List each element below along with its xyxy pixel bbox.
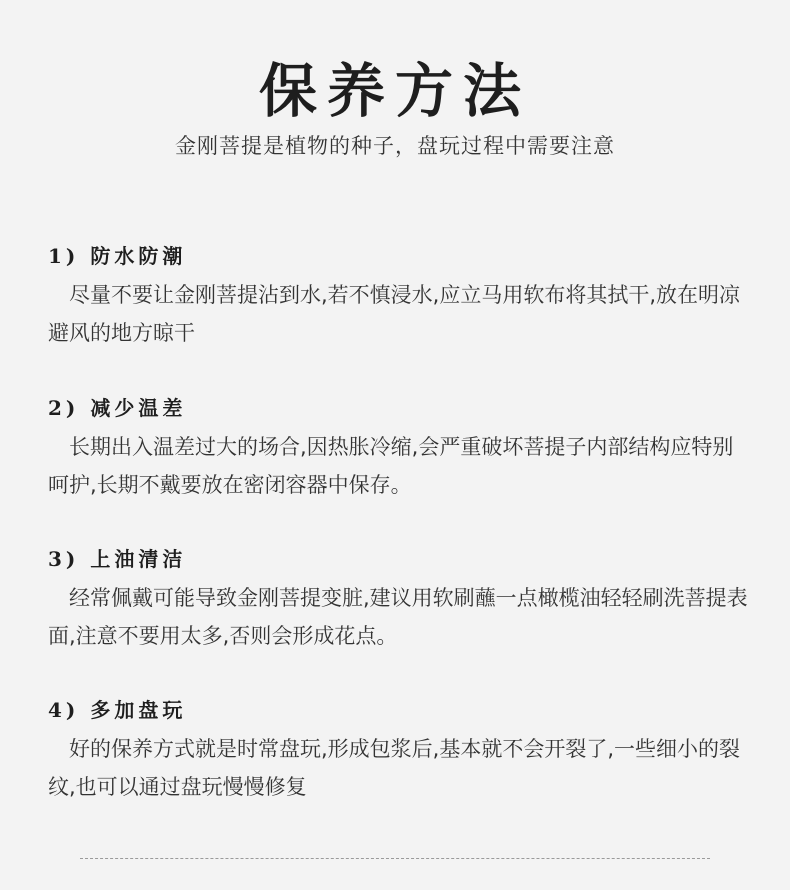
section-body: 尽量不要让金刚菩提沾到水,若不慎浸水,应立马用软布将其拭干,放在明凉避风的地方晾干 [48, 283, 741, 345]
section-handling [48, 694, 748, 806]
section-body: 长期出入温差过大的场合,因热胀冷缩,会严重破坏菩提子内部结构应特别呵护,长期不戴要放在密闭容器中保存。 [48, 435, 734, 497]
bottom-divider [80, 858, 710, 859]
section-waterproof [48, 240, 748, 352]
section-heading: 4) 多加盘玩 [48, 698, 187, 722]
section-heading: 2) 减少温差 [48, 396, 187, 420]
section-heading: 1) 防水防潮 [48, 244, 187, 268]
page-subtitle: 金刚菩提是植物的种子，盘玩过程中需要注意 [175, 134, 615, 158]
section-temperature [48, 392, 748, 504]
page-title: 保养方法 [258, 57, 531, 125]
section-heading: 3) 上油清洁 [48, 547, 187, 571]
section-body: 好的保养方式就是时常盘玩,形成包浆后,基本就不会开裂了,一些细小的裂纹,也可以通过盘玩慢慢修复 [48, 737, 741, 799]
section-body: 经常佩戴可能导致金刚菩提变脏,建议用软刷蘸一点橄榄油轻轻刷洗菩提表面,注意不要用太多,否则会形成花点。 [48, 586, 748, 648]
section-oil-cleaning [48, 543, 748, 655]
